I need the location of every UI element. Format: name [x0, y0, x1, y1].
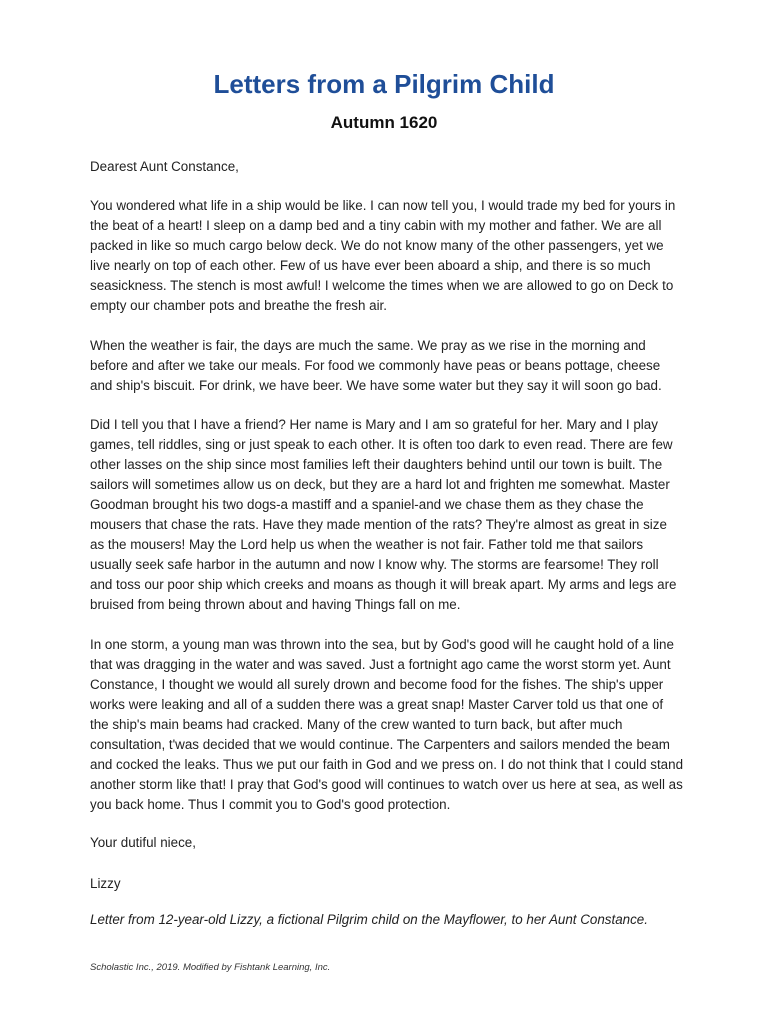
source-citation: Scholastic Inc., 2019. Modified by Fishtank Learning, Inc. [90, 962, 331, 973]
document-title: Letters from a Pilgrim Child [213, 69, 555, 99]
letter-paragraph-4: In one storm, a young man was thrown into the sea, but by God's good will he caught hold of a line that was dragging in the water and was saved. Just a fortnight ago came the worst storm yet. Aunt Constance, I thought we would all surely drown and become food for the fishes. The ship's upper works were leaking and all of a sudden there was a great snap! Master Carver told us that one of the ship's main beams had cracked. Many of the crew wanted to turn back, but after much consultation, t'was decided that we would continue. The Carpenters and sailors mended the beam and cocked the leaks. Thus we put our faith in God and we press on. I do not think that I could stand another storm like that! I pray that God's good will continues to watch over us here at sea, as well as you back home. Thus I commit you to God's good protection. [90, 637, 684, 812]
letter-paragraph-3: Did I tell you that I have a friend? Her name is Mary and I am so grateful for her. Mary and I play games, tell riddles, sing or just speak to each other. It is often too dark to even read. There are few other lasses on the ship since most families left their daughters behind until our town is built. The sailors will sometimes allow us on deck, but they are a hard lot and frighten me somewhat. Master Goodman brought his two dogs-a mastiff and a spaniel-and we chase them as they chase the mousers that chase the rats. Have they made mention of the rats? They're almost as great in size as the mousers! May the Lord help us when the weather is not fair. Father told me that sailors usually seek safe harbor in the autumn and now I know why. The storms are fearsome! They roll and toss our poor ship which creeks and moans as though it will break apart. My arms and legs are bruised from being thrown about and having Things fall on me. [90, 417, 677, 612]
letter-closing: Your dutiful niece, [90, 835, 196, 850]
letter-greeting: Dearest Aunt Constance, [90, 159, 239, 174]
letter-paragraph-2: When the weather is fair, the days are much the same. We pray as we rise in the morning and before and after we take our meals. For food we commonly have peas or beans pottage, cheese and ship's biscuit. For drink, we have beer. We have some water but they say it will soon go bad. [90, 338, 662, 393]
letter-paragraph-1: You wondered what life in a ship would be like. I can now tell you, I would trade my bed for yours in the beat of a heart! I sleep on a damp bed and a tiny cabin with my mother and father. We are all packed in like so much cargo below deck. We do not know many of the other passengers, yet we live nearly on top of each other. Few of us have ever been aboard a ship, and there is so much seasickness. The stench is most awful! I welcome the times when we are allowed to go on Deck to empty our chamber pots and breathe the fresh air. [90, 198, 676, 313]
letter-caption: Letter from 12-year-old Lizzy, a fictional Pilgrim child on the Mayflower, to her Aunt Constance. [90, 912, 648, 927]
document-subtitle: Autumn 1620 [330, 113, 438, 132]
letter-signature: Lizzy [90, 876, 121, 891]
